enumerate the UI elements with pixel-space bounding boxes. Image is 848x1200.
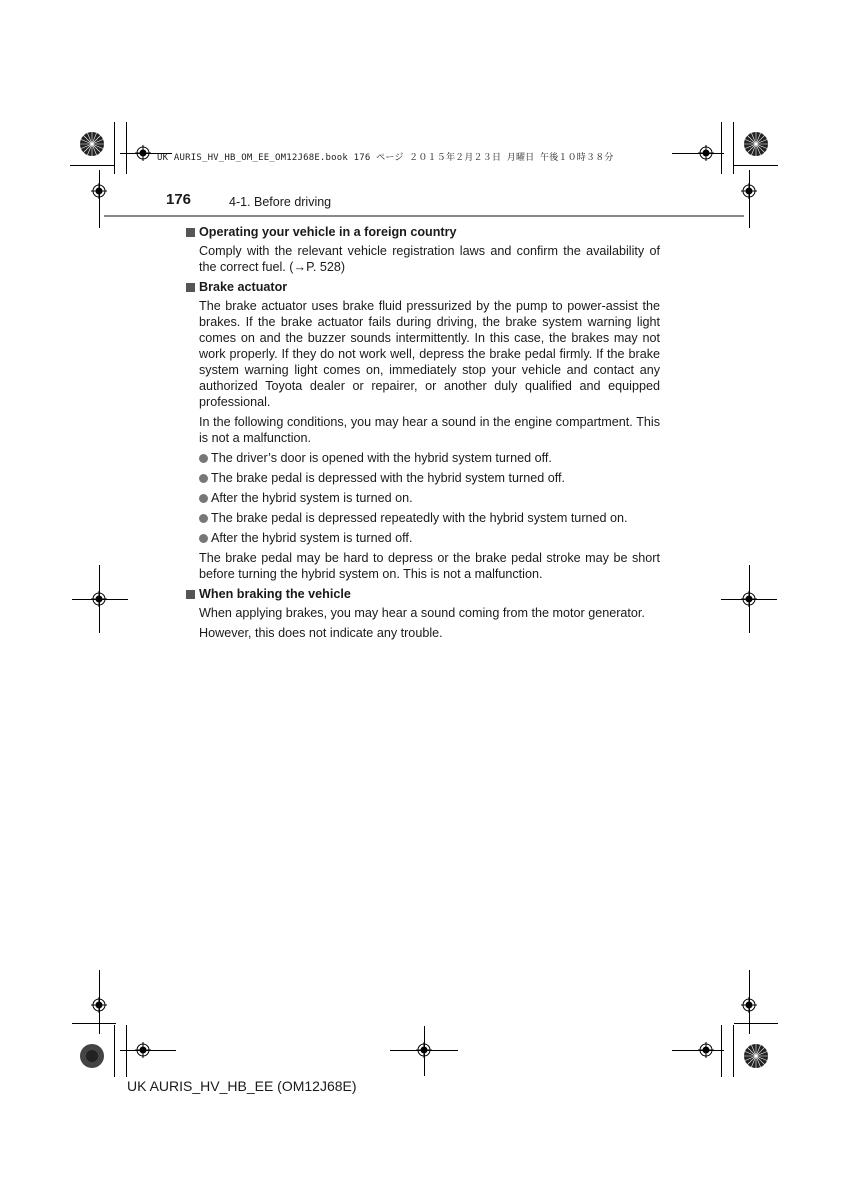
list-item-text: After the hybrid system is turned off.: [211, 531, 413, 545]
list-item: [199, 530, 660, 546]
paragraph: The brake pedal may be hard to depress or the brake pedal stroke may be short before turning the hybrid system on. This is not a malfunction.: [199, 551, 660, 581]
list-item-text: After the hybrid system is turned on.: [211, 491, 413, 505]
registration-star-icon: [79, 131, 105, 157]
registration-star-icon: [743, 1043, 769, 1069]
page-number: 176: [166, 191, 192, 208]
square-bullet-icon: [186, 228, 195, 237]
paragraph: Comply with the relevant vehicle registration laws and confirm the availability of the correct fuel. (→P. 528): [199, 244, 660, 274]
paragraph: When applying brakes, you may hear a sound coming from the motor generator.: [199, 606, 645, 620]
list-item-text: The driver’s door is opened with the hybrid system turned off.: [211, 451, 552, 465]
list-item: [199, 490, 660, 506]
list-item: [199, 510, 660, 526]
circle-bullet-icon: [199, 454, 208, 463]
circle-bullet-icon: [199, 474, 208, 483]
print-job-header: UK AURIS_HV_HB_OM_EE_OM12J68E.book 176 ページ ２０１５年２月２３日 月曜日 午後１０時３８分: [157, 153, 614, 163]
registration-star-icon: [79, 1043, 105, 1069]
list-item: [199, 450, 660, 466]
list-item-text: The brake pedal is depressed repeatedly with the hybrid system turned on.: [211, 511, 628, 525]
footer-model-code: UK AURIS_HV_HB_EE (OM12J68E): [127, 1078, 357, 1094]
square-bullet-icon: [186, 590, 195, 599]
paragraph: In the following conditions, you may hear a sound in the engine compartment. This is not a malfunction.: [199, 415, 660, 445]
section-title: 4-1. Before driving: [229, 195, 332, 209]
list-item: [199, 470, 660, 486]
circle-bullet-icon: [199, 494, 208, 503]
section-heading-text: Operating your vehicle in a foreign country: [199, 225, 457, 239]
section-heading: [186, 279, 660, 295]
section-heading: [186, 586, 660, 602]
paragraph: The brake actuator uses brake fluid pressurized by the pump to power-assist the brakes. If the brake actuator fails during driving, the brake system warning light comes on and the buzzer sounds intermittently. In this case, the brakes may not work properly. If they do not work well, depress the brake pedal firmly. If the brake system warning light comes on, immediately stop your vehicle and contact any authorized Toyota dealer or repairer, or another duly qualified and equipped professional.: [199, 299, 660, 409]
circle-bullet-icon: [199, 534, 208, 543]
list-item-text: The brake pedal is depressed with the hybrid system turned off.: [211, 471, 565, 485]
section-heading-text: Brake actuator: [199, 280, 288, 294]
registration-star-icon: [743, 131, 769, 157]
header-rule: [104, 215, 744, 217]
page-content: [186, 224, 660, 645]
square-bullet-icon: [186, 283, 195, 292]
section-heading-text: When braking the vehicle: [199, 587, 351, 601]
circle-bullet-icon: [199, 514, 208, 523]
paragraph: However, this does not indicate any trouble.: [199, 626, 443, 640]
section-heading: [186, 224, 660, 240]
